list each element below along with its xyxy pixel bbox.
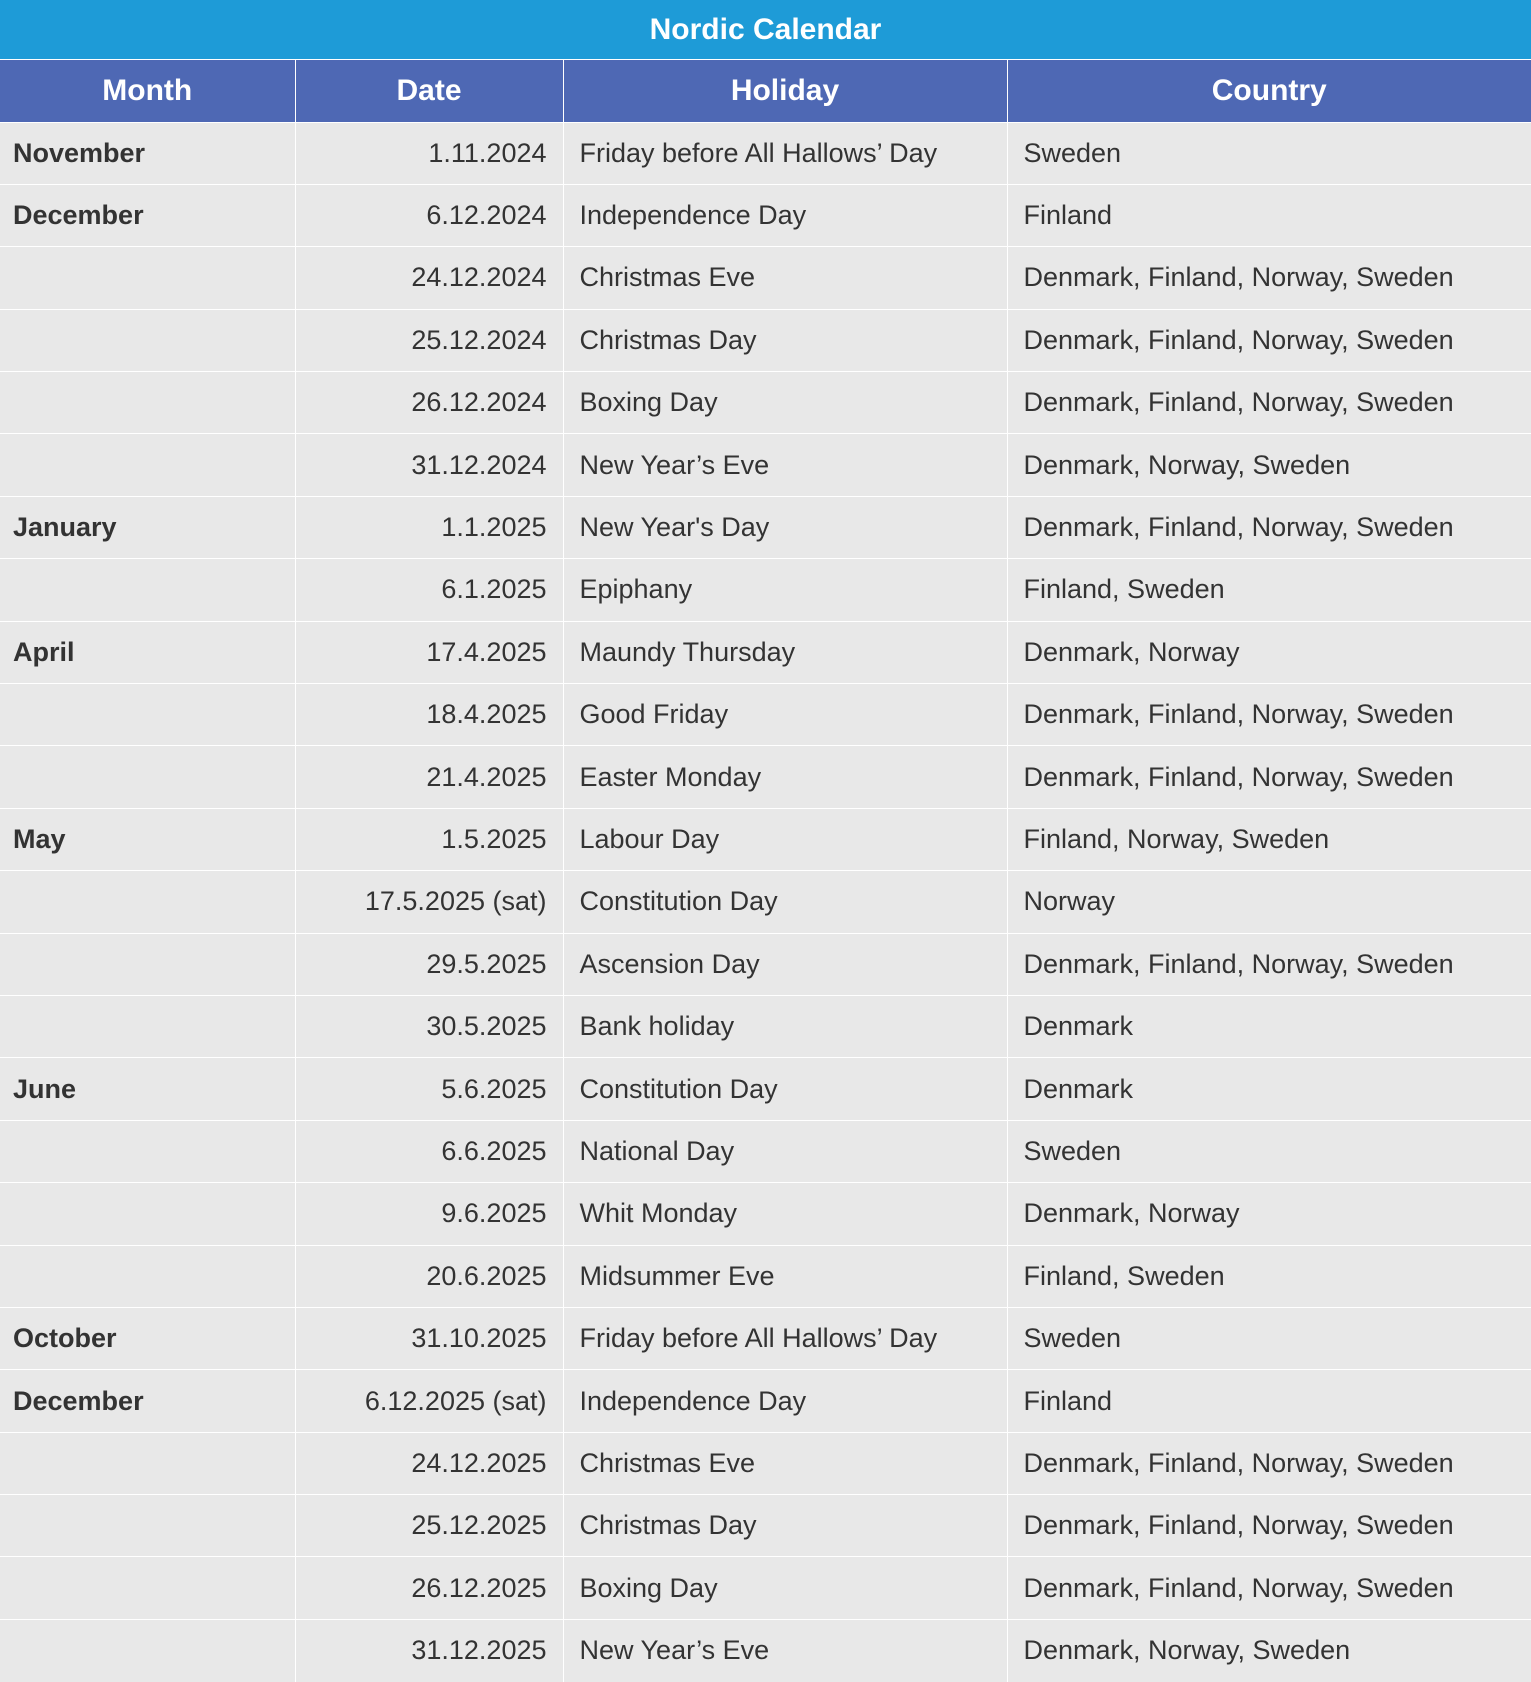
month-cell: January	[0, 496, 295, 558]
country-cell: Denmark, Finland, Norway, Sweden	[1007, 247, 1531, 309]
table-row	[0, 372, 1531, 434]
country-cell: Finland	[1007, 1370, 1531, 1432]
date-cell: 6.12.2025 (sat)	[295, 1370, 563, 1432]
country-cell: Sweden	[1007, 122, 1531, 184]
month-cell	[0, 1120, 295, 1182]
month-cell	[0, 1183, 295, 1245]
country-cell: Finland	[1007, 184, 1531, 246]
table-row	[0, 122, 1531, 184]
date-cell: 24.12.2024	[295, 247, 563, 309]
month-cell: May	[0, 808, 295, 870]
table-title: Nordic Calendar	[0, 0, 1531, 60]
date-cell: 31.10.2025	[295, 1307, 563, 1369]
country-cell: Finland, Sweden	[1007, 559, 1531, 621]
table-row	[0, 496, 1531, 558]
country-cell: Finland, Sweden	[1007, 1245, 1531, 1307]
month-cell	[0, 1557, 295, 1619]
holiday-cell: New Year’s Eve	[563, 434, 1007, 496]
country-cell: Denmark, Finland, Norway, Sweden	[1007, 746, 1531, 808]
country-cell: Denmark, Norway, Sweden	[1007, 434, 1531, 496]
table-row	[0, 1245, 1531, 1307]
holiday-cell: Constitution Day	[563, 1058, 1007, 1120]
holiday-cell: Labour Day	[563, 808, 1007, 870]
country-cell: Denmark	[1007, 1058, 1531, 1120]
table-row	[0, 1432, 1531, 1494]
holiday-cell: Ascension Day	[563, 933, 1007, 995]
month-cell: December	[0, 1370, 295, 1432]
table-row	[0, 1619, 1531, 1681]
holiday-cell: Friday before All Hallows’ Day	[563, 122, 1007, 184]
date-cell: 29.5.2025	[295, 933, 563, 995]
table-row	[0, 746, 1531, 808]
country-cell: Denmark, Finland, Norway, Sweden	[1007, 309, 1531, 371]
column-header-month: Month	[0, 60, 295, 122]
month-cell: November	[0, 122, 295, 184]
table-row	[0, 871, 1531, 933]
holiday-cell: Boxing Day	[563, 1557, 1007, 1619]
date-cell: 1.1.2025	[295, 496, 563, 558]
holiday-cell: Epiphany	[563, 559, 1007, 621]
date-cell: 26.12.2024	[295, 372, 563, 434]
month-cell	[0, 247, 295, 309]
date-cell: 1.11.2024	[295, 122, 563, 184]
table-row	[0, 621, 1531, 683]
date-cell: 6.1.2025	[295, 559, 563, 621]
table-row	[0, 933, 1531, 995]
country-cell: Finland, Norway, Sweden	[1007, 808, 1531, 870]
table-row	[0, 1183, 1531, 1245]
country-cell: Sweden	[1007, 1307, 1531, 1369]
header-row	[0, 60, 1531, 122]
country-cell: Denmark, Finland, Norway, Sweden	[1007, 496, 1531, 558]
table-row	[0, 1307, 1531, 1369]
date-cell: 21.4.2025	[295, 746, 563, 808]
month-cell: December	[0, 184, 295, 246]
column-header-holiday: Holiday	[563, 60, 1007, 122]
month-cell	[0, 1245, 295, 1307]
date-cell: 24.12.2025	[295, 1432, 563, 1494]
month-cell	[0, 309, 295, 371]
date-cell: 30.5.2025	[295, 995, 563, 1057]
country-cell: Denmark	[1007, 995, 1531, 1057]
holiday-cell: Good Friday	[563, 684, 1007, 746]
date-cell: 31.12.2024	[295, 434, 563, 496]
column-header-country: Country	[1007, 60, 1531, 122]
table-row	[0, 1120, 1531, 1182]
month-cell: April	[0, 621, 295, 683]
holiday-cell: Christmas Eve	[563, 1432, 1007, 1494]
date-cell: 9.6.2025	[295, 1183, 563, 1245]
month-cell	[0, 871, 295, 933]
table-row	[0, 184, 1531, 246]
country-cell: Denmark, Norway, Sweden	[1007, 1619, 1531, 1681]
month-cell	[0, 1619, 295, 1681]
holiday-cell: New Year's Day	[563, 496, 1007, 558]
table-row	[0, 808, 1531, 870]
date-cell: 18.4.2025	[295, 684, 563, 746]
holiday-table	[0, 60, 1531, 1682]
month-cell	[0, 1432, 295, 1494]
holiday-cell: Midsummer Eve	[563, 1245, 1007, 1307]
date-cell: 6.12.2024	[295, 184, 563, 246]
holiday-cell: Christmas Day	[563, 309, 1007, 371]
country-cell: Denmark, Finland, Norway, Sweden	[1007, 1557, 1531, 1619]
table-row	[0, 559, 1531, 621]
table-row	[0, 1557, 1531, 1619]
month-cell	[0, 1495, 295, 1557]
date-cell: 25.12.2025	[295, 1495, 563, 1557]
month-cell	[0, 434, 295, 496]
country-cell: Denmark, Finland, Norway, Sweden	[1007, 1495, 1531, 1557]
holiday-cell: Maundy Thursday	[563, 621, 1007, 683]
holiday-cell: Independence Day	[563, 1370, 1007, 1432]
table-row	[0, 434, 1531, 496]
month-cell	[0, 746, 295, 808]
holiday-cell: Friday before All Hallows’ Day	[563, 1307, 1007, 1369]
holiday-cell: Whit Monday	[563, 1183, 1007, 1245]
date-cell: 5.6.2025	[295, 1058, 563, 1120]
table-row	[0, 1370, 1531, 1432]
country-cell: Denmark, Finland, Norway, Sweden	[1007, 933, 1531, 995]
country-cell: Denmark, Finland, Norway, Sweden	[1007, 684, 1531, 746]
table-row	[0, 1058, 1531, 1120]
date-cell: 31.12.2025	[295, 1619, 563, 1681]
country-cell: Norway	[1007, 871, 1531, 933]
holiday-cell: New Year’s Eve	[563, 1619, 1007, 1681]
date-cell: 1.5.2025	[295, 808, 563, 870]
column-header-date: Date	[295, 60, 563, 122]
table-row	[0, 995, 1531, 1057]
month-cell	[0, 559, 295, 621]
date-cell: 17.5.2025 (sat)	[295, 871, 563, 933]
holiday-cell: Christmas Eve	[563, 247, 1007, 309]
holiday-cell: Boxing Day	[563, 372, 1007, 434]
country-cell: Denmark, Finland, Norway, Sweden	[1007, 372, 1531, 434]
country-cell: Denmark, Finland, Norway, Sweden	[1007, 1432, 1531, 1494]
date-cell: 17.4.2025	[295, 621, 563, 683]
holiday-cell: Constitution Day	[563, 871, 1007, 933]
holiday-cell: Independence Day	[563, 184, 1007, 246]
holiday-cell: Easter Monday	[563, 746, 1007, 808]
holiday-cell: Bank holiday	[563, 995, 1007, 1057]
country-cell: Denmark, Norway	[1007, 1183, 1531, 1245]
month-cell: June	[0, 1058, 295, 1120]
country-cell: Denmark, Norway	[1007, 621, 1531, 683]
holiday-cell: National Day	[563, 1120, 1007, 1182]
date-cell: 26.12.2025	[295, 1557, 563, 1619]
month-cell	[0, 933, 295, 995]
table-row	[0, 684, 1531, 746]
date-cell: 25.12.2024	[295, 309, 563, 371]
month-cell	[0, 995, 295, 1057]
holiday-cell: Christmas Day	[563, 1495, 1007, 1557]
date-cell: 6.6.2025	[295, 1120, 563, 1182]
month-cell	[0, 684, 295, 746]
table-row	[0, 247, 1531, 309]
month-cell: October	[0, 1307, 295, 1369]
date-cell: 20.6.2025	[295, 1245, 563, 1307]
table-row	[0, 309, 1531, 371]
month-cell	[0, 372, 295, 434]
country-cell: Sweden	[1007, 1120, 1531, 1182]
table-row	[0, 1495, 1531, 1557]
